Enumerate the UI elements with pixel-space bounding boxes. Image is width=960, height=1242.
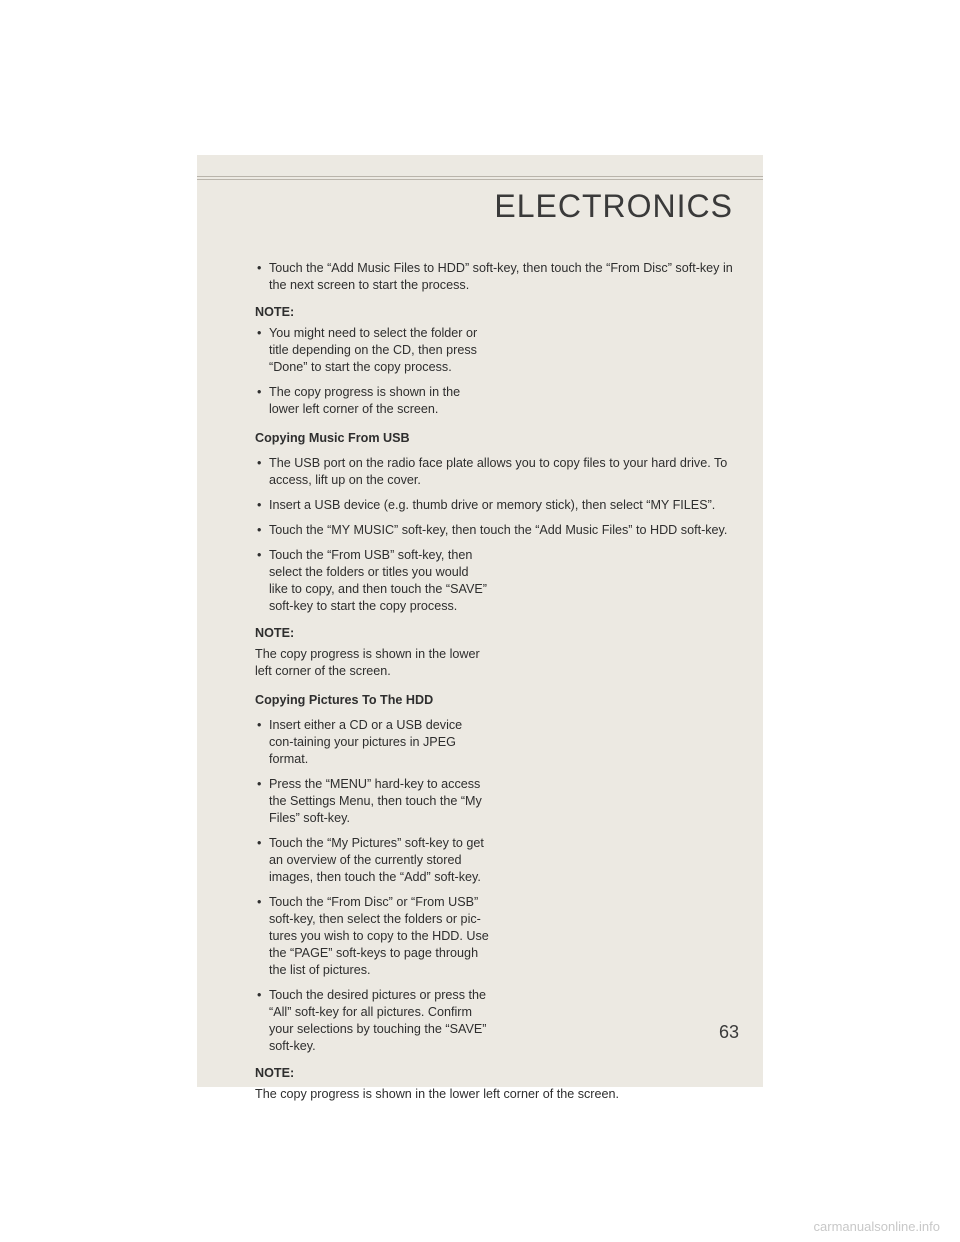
bullet-text: Press the “MENU” hard-key to access the Settings Menu, then touch the “My Files” soft-key.	[269, 777, 482, 825]
bullet-text: Insert either a CD or a USB device con-taining your pictures in JPEG format.	[269, 718, 463, 766]
list-item	[255, 717, 489, 768]
bullet-icon: •	[257, 777, 262, 791]
bullet-text: The USB port on the radio face plate allows you to copy files to your hard drive. To access, lift up on the cover.	[269, 456, 728, 487]
note-text: The copy progress is shown in the lower left corner of the screen.	[255, 647, 480, 678]
list-item	[255, 455, 747, 489]
bullet-icon: •	[257, 326, 262, 340]
bullet-icon: •	[257, 718, 262, 732]
bullet-text: Touch the “MY MUSIC” soft-key, then touch the “Add Music Files” to HDD soft-key.	[269, 523, 728, 537]
bullet-text: You might need to select the folder or title depending on the CD, then press “Done” to start the copy process.	[269, 326, 478, 374]
intro-bullet	[255, 260, 747, 294]
bullet-text: Touch the “My Pictures” soft-key to get an overview of the currently stored images, then touch the “Add” soft-key.	[269, 836, 484, 884]
bullet-text: Touch the “From Disc” or “From USB” soft-key, then select the folders or pic-tures you wish to copy to the HDD. Use the “PAGE” soft-keys to page through the list of pictures.	[269, 895, 489, 977]
usb-narrow-block	[255, 547, 489, 1055]
bullet-text: Insert a USB device (e.g. thumb drive or memory stick), then select “MY FILES”.	[269, 498, 716, 512]
list-item	[255, 325, 489, 376]
bullet-text: Touch the “Add Music Files to HDD” soft-key, then touch the “From Disc” soft-key in the next screen to start the process.	[269, 261, 733, 292]
note-label: NOTE:	[255, 305, 295, 319]
bullet-icon: •	[257, 498, 262, 512]
page-number: 63	[718, 1022, 739, 1042]
bullet-icon: •	[257, 523, 262, 537]
bullet-text: The copy progress is shown in the lower left corner of the screen.	[269, 385, 461, 416]
manual-page	[197, 155, 763, 1101]
bullet-icon: •	[257, 836, 262, 850]
list-item	[255, 776, 489, 827]
list-item	[255, 522, 747, 539]
header-rule-top	[197, 176, 763, 177]
bullet-icon: •	[257, 385, 262, 399]
section-title: ELECTRONICS	[494, 188, 733, 224]
content-body	[255, 260, 747, 1111]
list-item	[255, 384, 489, 418]
bullet-text: Touch the “From USB” soft-key, then select the folders or titles you would like to copy, and then touch the “SAVE” soft-key to start the copy process.	[269, 548, 487, 613]
note-label: NOTE:	[255, 1066, 295, 1080]
bullet-icon: •	[257, 895, 262, 909]
pictures-heading: Copying Pictures To The HDD	[255, 693, 434, 707]
usb-heading: Copying Music From USB	[255, 431, 410, 445]
list-item	[255, 894, 489, 979]
bullet-icon: •	[257, 261, 262, 275]
bullet-text: Touch the desired pictures or press the “All” soft-key for all pictures. Confirm your selections by touching the “SAVE” soft-key.	[269, 988, 487, 1053]
list-item	[255, 987, 489, 1055]
note-label: NOTE:	[255, 626, 295, 640]
bullet-icon: •	[257, 548, 262, 562]
list-item	[255, 547, 489, 615]
watermark-text: carmanualsonline.info	[813, 1219, 940, 1234]
header-rule-bottom	[197, 179, 763, 180]
bullet-icon: •	[257, 988, 262, 1002]
note-text: The copy progress is shown in the lower left corner of the screen.	[255, 1087, 619, 1101]
list-item	[255, 835, 489, 886]
list-item	[255, 497, 747, 514]
bullet-icon: •	[257, 456, 262, 470]
note1-list	[255, 325, 489, 418]
